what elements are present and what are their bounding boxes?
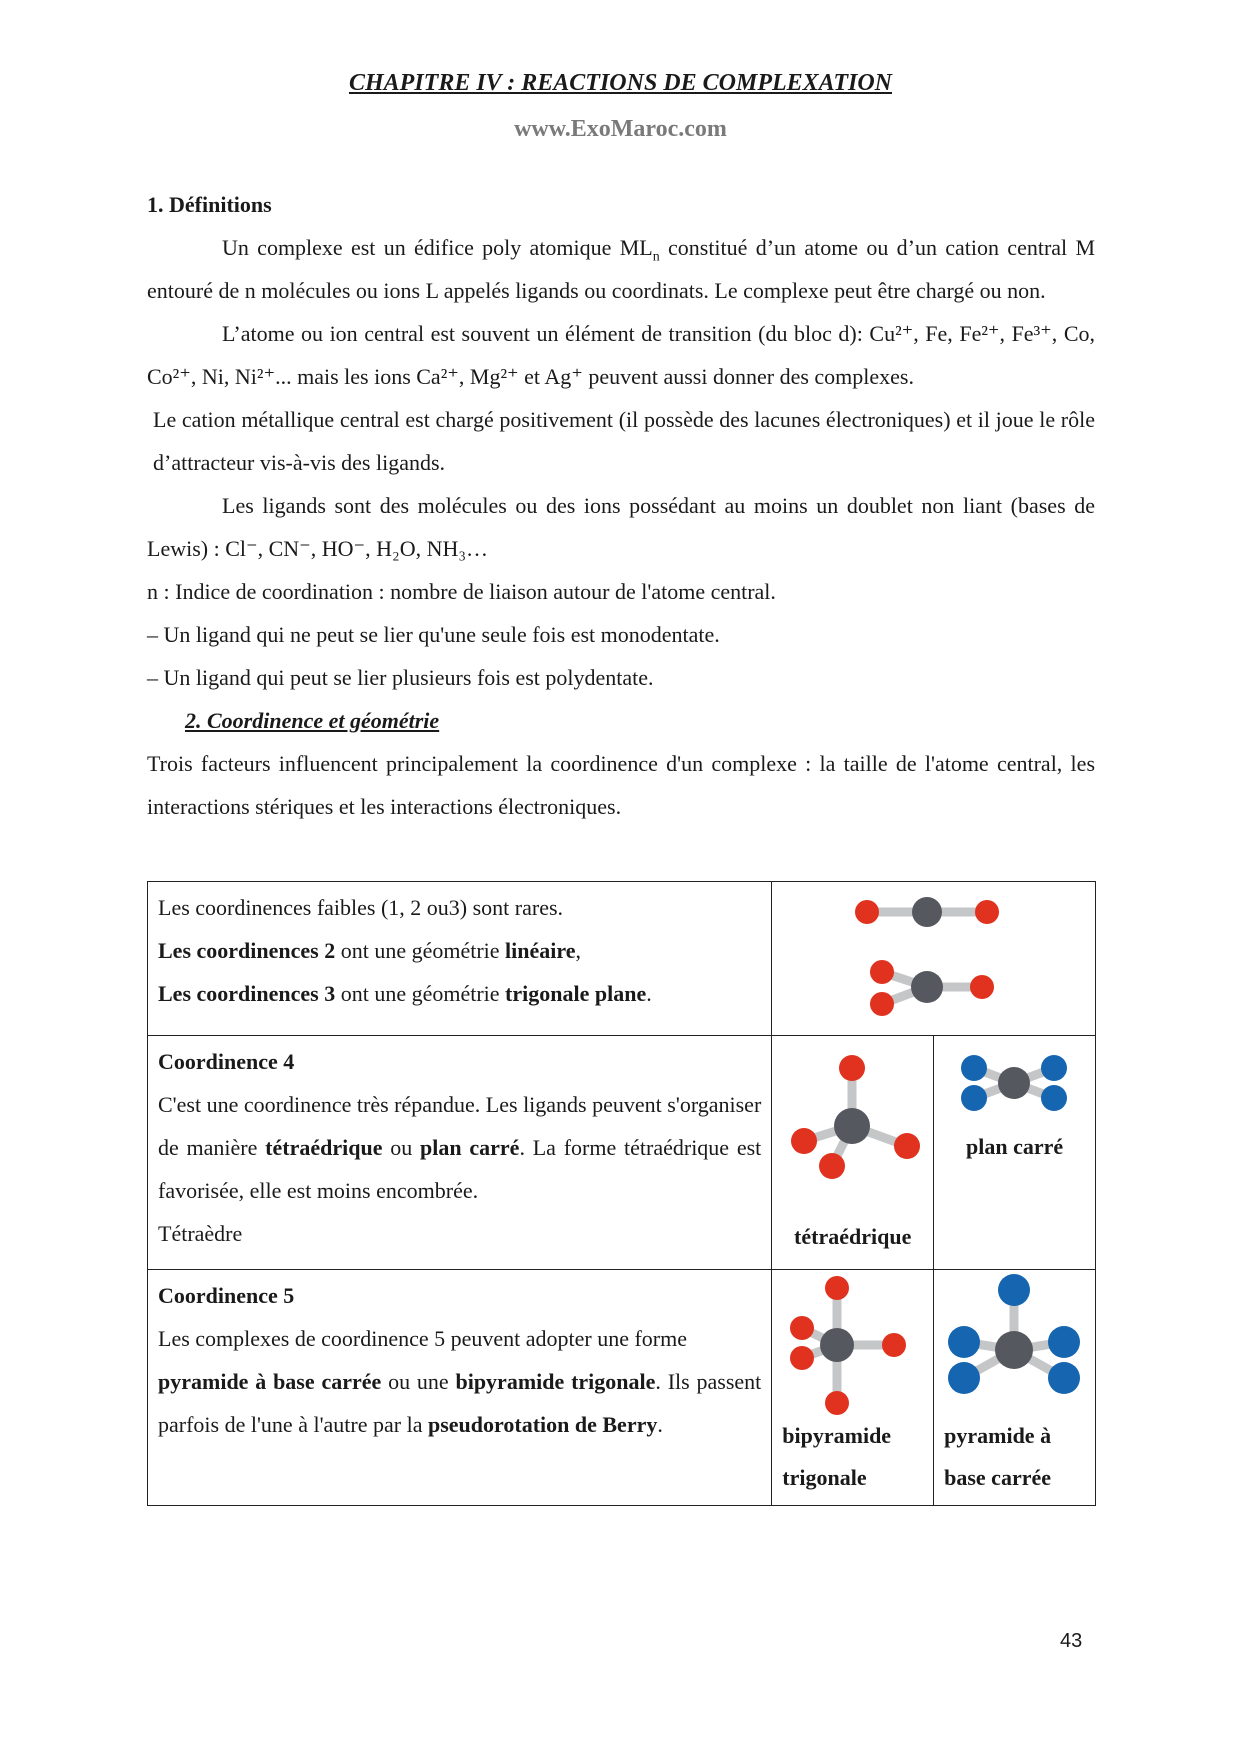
label-tetrahedral: tétraédrique xyxy=(794,1224,912,1249)
tetrahedral-molecule xyxy=(772,1036,932,1216)
label-trigonal-bipyramid: bipyramide trigonale xyxy=(782,1423,892,1490)
trigonal-bipyramid-molecule xyxy=(772,1270,932,1415)
square-pyramid-cell xyxy=(934,1270,1096,1506)
table-row xyxy=(148,1036,1096,1270)
website-watermark: www.ExoMaroc.com xyxy=(514,116,727,142)
paragraph-monodentate: – Un ligand qui ne peut se lier qu'une seule fois est monodentate. xyxy=(147,622,720,647)
square-planar-cell xyxy=(934,1036,1096,1270)
chapter-title: CHAPITRE IV : REACTIONS DE COMPLEXATION xyxy=(348,70,892,96)
paragraph-complex-definition: Un complexe est un édifice poly atomique $ML_n$ constitué d’un atome ou d’un cation central M entouré de n molécules ou ions L appelés ligands ou coordinats. Le complexe peut être chargé ou non. xyxy=(147,235,1096,303)
table-row xyxy=(148,1270,1096,1506)
section-heading-definitions: 1. Définitions xyxy=(147,192,272,217)
paragraph-cation: Le cation métallique central est chargé positivement (il possède des lacunes électroniques) et il joue le rôle d’attracteur vis-à-vis des ligands. xyxy=(153,407,1095,475)
table-row xyxy=(148,882,1096,1036)
table-cell-coordinence-5: Coordinence 5 Les complexes de coordinence 5 peuvent adopter une forme pyramide à base carrée ou une bipyramide trigonale. Ils passent parfois de l'une à l'autre par la pseudorotation de Berry. xyxy=(148,1270,772,1506)
square-planar-molecule xyxy=(934,1036,1094,1126)
square-pyramid-molecule xyxy=(934,1270,1094,1415)
table-cell-coordinence-4: Coordinence 4 C'est une coordinence très répandue. Les ligands peuvent s'organiser de manière tétraédrique ou plan carré. La forme tétraédrique est favorisée, elle est moins encombrée. Tétraèdre xyxy=(148,1036,772,1270)
linear-trigonal-molecules xyxy=(772,882,1092,1032)
paragraph-polydentate: – Un ligand qui peut se lier plusieurs fois est polydentate. xyxy=(147,665,654,690)
molecule-linear-trigonal-image xyxy=(772,882,1096,1036)
page-number: 43 xyxy=(1060,1630,1083,1652)
paragraph-central-atom: L’atome ou ion central est souvent un élément de transition (du bloc d): Cu²⁺, Fe, Fe²⁺, Fe³⁺, Co, Co²⁺, Ni, Ni²⁺... mais les ions Ca²⁺, Mg²⁺ et Ag⁺ peuvent aussi donner des complexes. xyxy=(147,321,1095,389)
trigonal-bipyramid-cell xyxy=(772,1270,934,1506)
label-square-pyramid: pyramide à base carrée xyxy=(944,1423,1052,1490)
paragraph-factors: Trois facteurs influencent principalement la coordinence d'un complexe : la taille de l'atome central, les interactions stériques et les interactions électroniques. xyxy=(147,751,1095,819)
tetrahedral-cell xyxy=(772,1036,934,1270)
table-cell-low-coordination: Les coordinences faibles (1, 2 ou3) sont rares. Les coordinences 2 ont une géométrie linéaire, Les coordinences 3 ont une géométrie trigonale plane. xyxy=(148,882,772,1036)
label-square-planar: plan carré xyxy=(965,1134,1064,1159)
main-content xyxy=(147,183,1095,828)
paragraph-coordination-index: n : Indice de coordination : nombre de liaison autour de l'atome central. xyxy=(147,579,776,604)
paragraph-ligands: Les ligands sont des molécules ou des ions possédant au moins un doublet non liant (bases de Lewis) : Cl⁻, CN⁻, HO⁻, H₂O, NH₃… xyxy=(147,493,1095,561)
geometry-table xyxy=(147,881,1096,1506)
section-heading-coordinence: 2. Coordinence et géométrie xyxy=(185,708,440,733)
